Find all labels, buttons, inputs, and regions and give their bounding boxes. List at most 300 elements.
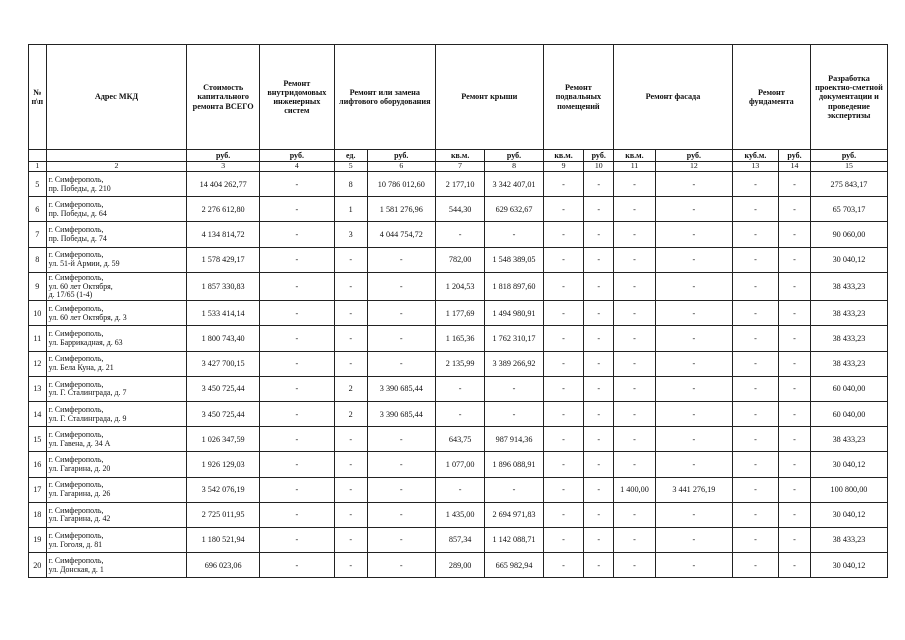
value-cell-c14: - <box>779 222 811 247</box>
value-cell-c10: - <box>584 402 614 427</box>
value-cell-c7: 1 177,69 <box>435 301 484 326</box>
address-line: г. Симферополь, <box>48 250 104 260</box>
value-cell-c11: - <box>614 272 656 301</box>
value-cell-c13: - <box>732 247 778 272</box>
value-cell-c15: 30 040,12 <box>810 452 887 477</box>
table-row <box>29 197 888 222</box>
value-cell-c11: - <box>614 502 656 527</box>
table-body <box>29 172 888 578</box>
value-cell-c13: - <box>732 326 778 351</box>
column-number: 9 <box>543 162 584 172</box>
value-cell-c3: 1 180 521,94 <box>187 527 260 552</box>
table-row <box>29 247 888 272</box>
value-cell-c8: 987 914,36 <box>485 427 543 452</box>
address-line: г. Симферополь, <box>48 329 104 339</box>
address-line: ул. 51-й Армии, д. 59 <box>48 259 120 269</box>
header-design: Разработка проектно-сметной документации и проведение экспертизы <box>810 45 887 150</box>
value-cell-c5: - <box>334 502 367 527</box>
row-number: 8 <box>29 247 47 272</box>
value-cell-c10: - <box>584 272 614 301</box>
capital-repair-table <box>28 44 888 578</box>
address-cell <box>46 247 187 272</box>
value-cell-c11: - <box>614 527 656 552</box>
table-row <box>29 527 888 552</box>
table-row <box>29 427 888 452</box>
row-number: 11 <box>29 326 47 351</box>
value-cell-c12: - <box>655 427 732 452</box>
value-cell-c4: - <box>259 247 334 272</box>
units-spacer <box>29 150 47 162</box>
row-number: 14 <box>29 402 47 427</box>
unit-cell: руб. <box>779 150 811 162</box>
address-cell <box>46 351 187 376</box>
column-number: 12 <box>655 162 732 172</box>
value-cell-c15: 30 040,12 <box>810 247 887 272</box>
value-cell-c11: - <box>614 222 656 247</box>
value-cell-c13: - <box>732 172 778 197</box>
value-cell-c14: - <box>779 477 811 502</box>
address-cell <box>46 527 187 552</box>
address-line: г. Симферополь, <box>48 455 104 465</box>
address-line: ул. 60 лет Октября, <box>48 281 113 291</box>
header-basement: Ремонт подвальных помещений <box>543 45 613 150</box>
value-cell-c11: - <box>614 197 656 222</box>
column-number: 13 <box>732 162 778 172</box>
address-line: ул. Г. Сталинграда, д. 9 <box>48 413 127 423</box>
address-line: ул. Гоголя, д. 81 <box>48 539 103 549</box>
value-cell-c5: - <box>334 351 367 376</box>
value-cell-c5: 8 <box>334 172 367 197</box>
unit-cell: кв.м. <box>435 150 484 162</box>
value-cell-c15: 38 433,23 <box>810 326 887 351</box>
address-line: пр. Победы, д. 210 <box>48 183 111 193</box>
value-cell-c15: 38 433,23 <box>810 351 887 376</box>
header-facade: Ремонт фасада <box>614 45 733 150</box>
value-cell-c15: 60 040,00 <box>810 402 887 427</box>
column-number: 8 <box>485 162 543 172</box>
value-cell-c8: - <box>485 222 543 247</box>
address-line: г. Симферополь, <box>48 480 104 490</box>
value-cell-c11: - <box>614 553 656 578</box>
unit-cell: кв.м. <box>614 150 656 162</box>
value-cell-c3: 3 450 725,44 <box>187 402 260 427</box>
value-cell-c10: - <box>584 452 614 477</box>
value-cell-c4: - <box>259 326 334 351</box>
value-cell-c3: 1 926 129,03 <box>187 452 260 477</box>
table-row <box>29 222 888 247</box>
value-cell-c12: - <box>655 197 732 222</box>
value-cell-c5: - <box>334 427 367 452</box>
address-cell <box>46 502 187 527</box>
row-number: 12 <box>29 351 47 376</box>
header-total: Стоимость капитального ремонта ВСЕГО <box>187 45 260 150</box>
value-cell-c8: - <box>485 376 543 401</box>
value-cell-c13: - <box>732 351 778 376</box>
value-cell-c14: - <box>779 527 811 552</box>
header-engineering: Ремонт внутридомовых инженерных систем <box>259 45 334 150</box>
value-cell-c15: 65 703,17 <box>810 197 887 222</box>
value-cell-c11: - <box>614 172 656 197</box>
value-cell-c10: - <box>584 247 614 272</box>
value-cell-c6: 4 044 754,72 <box>367 222 435 247</box>
value-cell-c3: 3 427 700,15 <box>187 351 260 376</box>
value-cell-c8: 1 548 389,05 <box>485 247 543 272</box>
value-cell-c7: 643,75 <box>435 427 484 452</box>
table-row <box>29 351 888 376</box>
value-cell-c7: 1 204,53 <box>435 272 484 301</box>
value-cell-c7: 1 077,00 <box>435 452 484 477</box>
value-cell-c8: - <box>485 477 543 502</box>
unit-cell: куб.м. <box>732 150 778 162</box>
address-line: ул. Г. Сталинграда, д. 7 <box>48 388 127 398</box>
value-cell-c10: - <box>584 427 614 452</box>
value-cell-c11: - <box>614 427 656 452</box>
unit-cell: руб. <box>187 150 260 162</box>
column-number: 4 <box>259 162 334 172</box>
value-cell-c13: - <box>732 376 778 401</box>
address-cell <box>46 197 187 222</box>
address-line: ул. Донская, д. 1 <box>48 564 104 574</box>
table-row <box>29 172 888 197</box>
header-elevator: Ремонт или замена лифтового оборудования <box>334 45 435 150</box>
column-number: 3 <box>187 162 260 172</box>
value-cell-c15: 38 433,23 <box>810 527 887 552</box>
unit-cell: кв.м. <box>543 150 584 162</box>
value-cell-c11: - <box>614 351 656 376</box>
value-cell-c6: 1 581 276,96 <box>367 197 435 222</box>
value-cell-c3: 696 023,06 <box>187 553 260 578</box>
value-cell-c12: - <box>655 553 732 578</box>
address-line: пр. Победы, д. 74 <box>48 233 107 243</box>
value-cell-c6: - <box>367 272 435 301</box>
table-row <box>29 502 888 527</box>
value-cell-c14: - <box>779 247 811 272</box>
address-line: г. Симферополь, <box>48 354 104 364</box>
value-cell-c9: - <box>543 172 584 197</box>
value-cell-c3: 4 134 814,72 <box>187 222 260 247</box>
address-line: г. Симферополь, <box>48 429 104 439</box>
row-number: 19 <box>29 527 47 552</box>
address-line: д. 17/65 (1-4) <box>48 290 93 300</box>
address-line: пр. Победы, д. 64 <box>48 208 107 218</box>
address-line: г. Симферополь, <box>48 379 104 389</box>
column-number: 6 <box>367 162 435 172</box>
address-cell <box>46 301 187 326</box>
value-cell-c9: - <box>543 402 584 427</box>
value-cell-c7: 289,00 <box>435 553 484 578</box>
value-cell-c4: - <box>259 301 334 326</box>
column-number: 7 <box>435 162 484 172</box>
value-cell-c13: - <box>732 222 778 247</box>
address-cell <box>46 452 187 477</box>
value-cell-c8: - <box>485 402 543 427</box>
value-cell-c3: 1 857 330,83 <box>187 272 260 301</box>
row-number: 7 <box>29 222 47 247</box>
value-cell-c4: - <box>259 452 334 477</box>
address-line: ул. 60 лет Октября, д. 3 <box>48 312 127 322</box>
address-line: г. Симферополь, <box>48 530 104 540</box>
address-cell <box>46 402 187 427</box>
address-line: г. Симферополь, <box>48 505 104 515</box>
value-cell-c5: 2 <box>334 376 367 401</box>
header-row <box>29 45 888 150</box>
value-cell-c14: - <box>779 351 811 376</box>
value-cell-c14: - <box>779 326 811 351</box>
value-cell-c12: - <box>655 402 732 427</box>
value-cell-c4: - <box>259 427 334 452</box>
value-cell-c13: - <box>732 402 778 427</box>
row-number: 17 <box>29 477 47 502</box>
value-cell-c13: - <box>732 427 778 452</box>
value-cell-c9: - <box>543 301 584 326</box>
value-cell-c13: - <box>732 477 778 502</box>
value-cell-c9: - <box>543 326 584 351</box>
column-number: 2 <box>46 162 187 172</box>
value-cell-c9: - <box>543 376 584 401</box>
value-cell-c4: - <box>259 272 334 301</box>
value-cell-c14: - <box>779 427 811 452</box>
value-cell-c12: - <box>655 527 732 552</box>
value-cell-c3: 2 725 011,95 <box>187 502 260 527</box>
unit-cell: руб. <box>485 150 543 162</box>
value-cell-c9: - <box>543 351 584 376</box>
column-numbers-row <box>29 162 888 172</box>
value-cell-c10: - <box>584 553 614 578</box>
value-cell-c9: - <box>543 527 584 552</box>
value-cell-c7: 2 135,99 <box>435 351 484 376</box>
value-cell-c12: - <box>655 247 732 272</box>
value-cell-c10: - <box>584 197 614 222</box>
address-line: ул. Гагарина, д. 26 <box>48 489 111 499</box>
value-cell-c6: - <box>367 477 435 502</box>
row-number: 15 <box>29 427 47 452</box>
address-line: ул. Гагарина, д. 42 <box>48 514 111 524</box>
value-cell-c3: 1 800 743,40 <box>187 326 260 351</box>
address-cell <box>46 553 187 578</box>
address-line: г. Симферополь, <box>48 304 104 314</box>
value-cell-c9: - <box>543 197 584 222</box>
value-cell-c6: 3 390 685,44 <box>367 376 435 401</box>
value-cell-c15: 38 433,23 <box>810 301 887 326</box>
value-cell-c10: - <box>584 301 614 326</box>
value-cell-c7: - <box>435 402 484 427</box>
value-cell-c4: - <box>259 502 334 527</box>
value-cell-c9: - <box>543 272 584 301</box>
value-cell-c14: - <box>779 502 811 527</box>
value-cell-c6: - <box>367 502 435 527</box>
address-cell <box>46 222 187 247</box>
address-line: г. Симферополь, <box>48 174 104 184</box>
column-number: 5 <box>334 162 367 172</box>
unit-cell: руб. <box>584 150 614 162</box>
value-cell-c3: 1 578 429,17 <box>187 247 260 272</box>
value-cell-c15: 275 843,17 <box>810 172 887 197</box>
value-cell-c3: 14 404 262,77 <box>187 172 260 197</box>
address-line: ул. Гавена, д. 34 А <box>48 438 111 448</box>
value-cell-c4: - <box>259 351 334 376</box>
value-cell-c8: 1 896 088,91 <box>485 452 543 477</box>
address-line: г. Симферополь, <box>48 225 104 235</box>
value-cell-c8: 1 762 310,17 <box>485 326 543 351</box>
value-cell-c11: - <box>614 301 656 326</box>
value-cell-c5: - <box>334 477 367 502</box>
row-number: 10 <box>29 301 47 326</box>
unit-cell: руб. <box>810 150 887 162</box>
value-cell-c9: - <box>543 452 584 477</box>
value-cell-c11: - <box>614 376 656 401</box>
address-line: г. Симферополь, <box>48 199 104 209</box>
value-cell-c15: 38 433,23 <box>810 272 887 301</box>
units-spacer <box>46 150 187 162</box>
address-cell <box>46 477 187 502</box>
value-cell-c13: - <box>732 197 778 222</box>
value-cell-c12: - <box>655 172 732 197</box>
value-cell-c4: - <box>259 402 334 427</box>
value-cell-c6: - <box>367 326 435 351</box>
unit-cell: руб. <box>367 150 435 162</box>
value-cell-c12: - <box>655 222 732 247</box>
value-cell-c12: 3 441 276,19 <box>655 477 732 502</box>
value-cell-c4: - <box>259 553 334 578</box>
table-row <box>29 452 888 477</box>
value-cell-c8: 1 818 897,60 <box>485 272 543 301</box>
value-cell-c7: 544,30 <box>435 197 484 222</box>
value-cell-c7: - <box>435 376 484 401</box>
value-cell-c7: 782,00 <box>435 247 484 272</box>
value-cell-c10: - <box>584 527 614 552</box>
value-cell-c6: 3 390 685,44 <box>367 402 435 427</box>
column-number: 1 <box>29 162 47 172</box>
value-cell-c6: - <box>367 527 435 552</box>
header-address: Адрес МКД <box>46 45 187 150</box>
header-num: № п\п <box>29 45 47 150</box>
value-cell-c8: 1 142 088,71 <box>485 527 543 552</box>
value-cell-c9: - <box>543 427 584 452</box>
value-cell-c12: - <box>655 452 732 477</box>
units-row <box>29 150 888 162</box>
value-cell-c8: 629 632,67 <box>485 197 543 222</box>
value-cell-c5: - <box>334 452 367 477</box>
value-cell-c8: 665 982,94 <box>485 553 543 578</box>
value-cell-c4: - <box>259 527 334 552</box>
value-cell-c3: 3 542 076,19 <box>187 477 260 502</box>
value-cell-c3: 1 026 347,59 <box>187 427 260 452</box>
value-cell-c12: - <box>655 351 732 376</box>
column-number: 15 <box>810 162 887 172</box>
row-number: 5 <box>29 172 47 197</box>
value-cell-c7: 1 165,36 <box>435 326 484 351</box>
value-cell-c14: - <box>779 197 811 222</box>
table-row <box>29 301 888 326</box>
value-cell-c14: - <box>779 376 811 401</box>
value-cell-c11: - <box>614 452 656 477</box>
header-roof: Ремонт крыши <box>435 45 543 150</box>
value-cell-c13: - <box>732 452 778 477</box>
value-cell-c7: - <box>435 222 484 247</box>
value-cell-c11: 1 400,00 <box>614 477 656 502</box>
value-cell-c11: - <box>614 402 656 427</box>
value-cell-c9: - <box>543 553 584 578</box>
value-cell-c12: - <box>655 301 732 326</box>
column-number: 10 <box>584 162 614 172</box>
value-cell-c9: - <box>543 247 584 272</box>
value-cell-c5: 3 <box>334 222 367 247</box>
value-cell-c4: - <box>259 197 334 222</box>
value-cell-c10: - <box>584 326 614 351</box>
row-number: 6 <box>29 197 47 222</box>
table-row <box>29 272 888 301</box>
value-cell-c15: 60 040,00 <box>810 376 887 401</box>
value-cell-c7: 2 177,10 <box>435 172 484 197</box>
column-number: 14 <box>779 162 811 172</box>
value-cell-c6: - <box>367 301 435 326</box>
value-cell-c8: 2 694 971,83 <box>485 502 543 527</box>
value-cell-c9: - <box>543 222 584 247</box>
value-cell-c4: - <box>259 376 334 401</box>
table-row <box>29 553 888 578</box>
value-cell-c6: - <box>367 427 435 452</box>
column-number: 11 <box>614 162 656 172</box>
table-row <box>29 376 888 401</box>
value-cell-c5: - <box>334 326 367 351</box>
table-row <box>29 402 888 427</box>
value-cell-c9: - <box>543 477 584 502</box>
address-line: ул. Баррикадная, д. 63 <box>48 338 123 348</box>
address-cell <box>46 427 187 452</box>
value-cell-c5: - <box>334 272 367 301</box>
value-cell-c5: 2 <box>334 402 367 427</box>
row-number: 20 <box>29 553 47 578</box>
row-number: 16 <box>29 452 47 477</box>
row-number: 13 <box>29 376 47 401</box>
value-cell-c14: - <box>779 452 811 477</box>
value-cell-c13: - <box>732 301 778 326</box>
value-cell-c15: 100 800,00 <box>810 477 887 502</box>
value-cell-c5: - <box>334 527 367 552</box>
table-row <box>29 326 888 351</box>
value-cell-c10: - <box>584 222 614 247</box>
value-cell-c6: - <box>367 351 435 376</box>
value-cell-c6: - <box>367 553 435 578</box>
value-cell-c13: - <box>732 272 778 301</box>
value-cell-c4: - <box>259 477 334 502</box>
value-cell-c4: - <box>259 172 334 197</box>
value-cell-c7: 857,34 <box>435 527 484 552</box>
value-cell-c14: - <box>779 272 811 301</box>
value-cell-c7: - <box>435 477 484 502</box>
value-cell-c14: - <box>779 301 811 326</box>
address-line: г. Симферополь, <box>48 272 104 282</box>
table-row <box>29 477 888 502</box>
address-cell <box>46 376 187 401</box>
value-cell-c15: 38 433,23 <box>810 427 887 452</box>
value-cell-c15: 30 040,12 <box>810 502 887 527</box>
value-cell-c11: - <box>614 326 656 351</box>
address-cell <box>46 272 187 301</box>
value-cell-c3: 3 450 725,44 <box>187 376 260 401</box>
value-cell-c13: - <box>732 527 778 552</box>
value-cell-c6: 10 786 012,60 <box>367 172 435 197</box>
value-cell-c5: - <box>334 553 367 578</box>
header-foundation: Ремонт фундамента <box>732 45 810 150</box>
value-cell-c10: - <box>584 351 614 376</box>
value-cell-c13: - <box>732 553 778 578</box>
value-cell-c6: - <box>367 247 435 272</box>
value-cell-c5: 1 <box>334 197 367 222</box>
value-cell-c15: 90 060,00 <box>810 222 887 247</box>
value-cell-c6: - <box>367 452 435 477</box>
unit-cell: руб. <box>259 150 334 162</box>
